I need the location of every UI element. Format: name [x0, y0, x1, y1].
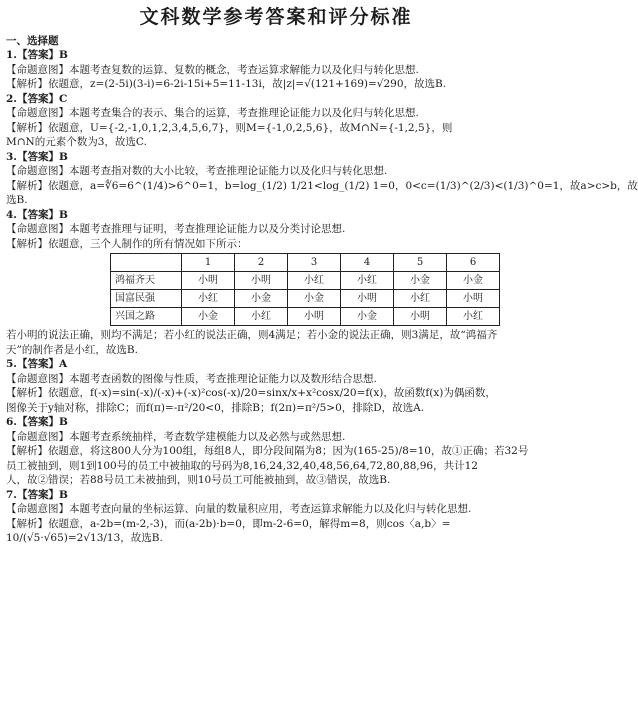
- q1-intent: 【命题意图】本题考查复数的运算、复数的概念，考查运算求解能力以及化归与转化思想.: [6, 63, 419, 76]
- q5-answer-text: 【答案】A: [16, 358, 68, 371]
- table-cell: 小明: [288, 308, 341, 326]
- table-row: [111, 272, 500, 290]
- table-cell: 小金: [288, 290, 341, 308]
- q7-analysis-line1: 【解析】依题意，a-2b=(m-2,-3)，而(a-2b)·b=0，即m-2-6=0，解得m=8，则cos〈a,b〉=: [6, 517, 451, 530]
- q2-number: 2.: [6, 92, 17, 105]
- table-cell: 小金: [447, 272, 500, 290]
- q3-analysis-line2: 选B.: [6, 194, 28, 207]
- q6-analysis-line2: 员工被抽到，则1到100号的员工中被抽取的号码为8,16,24,32,40,48,56,64,72,80,88,96，共计12: [6, 459, 478, 472]
- table-cell: 小金: [341, 308, 394, 326]
- q7-number: 7.: [6, 488, 17, 501]
- table-cell: 5: [394, 254, 447, 272]
- table-cell: 鸿福齐天: [111, 272, 182, 290]
- q1-answer-text: 【答案】B: [16, 49, 68, 62]
- table-cell: 国富民强: [111, 290, 182, 308]
- q6-answer: [6, 415, 546, 429]
- table-cell: 小红: [447, 308, 500, 326]
- q4-analysis: 【解析】依题意，三个人制作的所有情况如下所示：: [6, 237, 248, 250]
- table-cell: 小明: [394, 308, 447, 326]
- q2-intent: 【命题意图】本题考查集合的表示、集合的运算，考查推理论证能力以及化归与转化思想.: [6, 107, 419, 120]
- table-cell: 小红: [182, 290, 235, 308]
- q7-answer: [6, 488, 546, 502]
- q3-answer: [6, 150, 546, 164]
- q5-analysis-line1: 【解析】依题意，f(-x)=sin(-x)/(-x)+(-x)²cos(-x)/20=sinx/x+x²cosx/20=f(x)，故函数f(x)为偶函数，: [6, 387, 496, 400]
- table-cell: 小金: [394, 272, 447, 290]
- table-cell: 小红: [235, 308, 288, 326]
- q4-number: 4.: [6, 208, 17, 221]
- q3-number: 3.: [6, 150, 17, 163]
- q4-intent: 【命题意图】本题考查推理与证明，考查推理论证能力以及分类讨论思想.: [6, 223, 346, 236]
- q1-number: 1.: [6, 49, 17, 62]
- q3-intent: 【命题意图】本题考查指对数的大小比较，考查推理论证能力以及化归与转化思想.: [6, 165, 388, 178]
- table-row: [111, 308, 500, 326]
- q2-answer: [6, 92, 546, 106]
- table-cell: 4: [341, 254, 394, 272]
- table-header-row: [111, 254, 500, 272]
- table-cell: 小明: [341, 290, 394, 308]
- table-cell: 小明: [235, 272, 288, 290]
- section-heading: 一、选择题: [6, 35, 59, 47]
- table-cell: 小金: [235, 290, 288, 308]
- table-cell: 小明: [447, 290, 500, 308]
- q5-answer: [6, 357, 546, 371]
- table-cell: 1: [182, 254, 235, 272]
- q6-analysis-line1: 【解析】依题意，将这800人分为100组，每组8人，即分段间隔为8；因为(165-25)/8=10，故①正确；若32号: [6, 445, 529, 458]
- table-cell: 6: [447, 254, 500, 272]
- q3-answer-text: 【答案】B: [16, 150, 68, 163]
- q7-intent: 【命题意图】本题考查向量的坐标运算、向量的数量积应用，考查运算求解能力以及化归与转化思想.: [6, 503, 472, 516]
- table-cell: 小红: [341, 272, 394, 290]
- q1-analysis: 【解析】依题意，z=(2-5i)(3-i)=6-2i-15i+5=11-13i，故|z|=√(121+169)=√290，故选B.: [6, 78, 447, 91]
- q1-answer: [6, 48, 546, 62]
- q7-analysis-line2: 10/(√5·√65)=2√13/13，故选B.: [6, 532, 163, 545]
- q5-number: 5.: [6, 358, 17, 371]
- q6-analysis-line3: 人，故②错误；若88号员工未被抽到，则10号员工可能被抽到，故③错误，故选B.: [6, 474, 391, 487]
- q4-conclusion-line2: 天”的制作者是小红，故选B.: [6, 343, 138, 356]
- q2-analysis-line1: 【解析】依题意，U={-2,-1,0,1,2,3,4,5,6,7}，则M={-1,0,2,5,6}，故M∩N={-1,2,5}，则: [6, 121, 453, 134]
- q4-table: [110, 253, 500, 326]
- q4-answer: [6, 208, 546, 222]
- q4-conclusion-line1: 若小明的说法正确，则均不满足；若小红的说法正确，则4满足；若小金的说法正确，则3满足，故“鸿福齐: [6, 329, 498, 342]
- table-cell: 小金: [182, 308, 235, 326]
- table-cell: 3: [288, 254, 341, 272]
- table-cell: 小红: [394, 290, 447, 308]
- q6-intent: 【命题意图】本题考查系统抽样，考查数学建模能力以及必然与或然思想.: [6, 430, 346, 443]
- q6-number: 6.: [6, 416, 17, 429]
- q6-answer-text: 【答案】B: [16, 416, 68, 429]
- table-cell: 小红: [288, 272, 341, 290]
- q7-answer-text: 【答案】B: [16, 488, 68, 501]
- table-cell: 小明: [182, 272, 235, 290]
- table-row: [111, 290, 500, 308]
- table-cell: 2: [235, 254, 288, 272]
- page-title: 文科数学参考答案和评分标准: [139, 6, 413, 28]
- q5-intent: 【命题意图】本题考查函数的图像与性质，考查推理论证能力以及数形结合思想.: [6, 372, 377, 385]
- q3-analysis-line1: 【解析】依题意，a=∜6=6^(1/4)>6^0=1，b=log_(1/2) 1/21<log_(1/2) 1=0，0<c=(1/3)^(2/3)<(1/3)^0=1，故a>c>b，故: [6, 179, 638, 192]
- q2-analysis-line2: M∩N的元素个数为3，故选C.: [6, 136, 147, 149]
- q5-analysis-line2: 图像关于y轴对称，排除C；而f(π)=-π²/20<0，排除B；f(2π)=π²/5>0，排除D，故选A.: [6, 401, 425, 414]
- q2-answer-text: 【答案】C: [16, 92, 68, 105]
- table-cell: [111, 254, 182, 272]
- q4-answer-text: 【答案】B: [16, 208, 68, 221]
- table-cell: 兴国之路: [111, 308, 182, 326]
